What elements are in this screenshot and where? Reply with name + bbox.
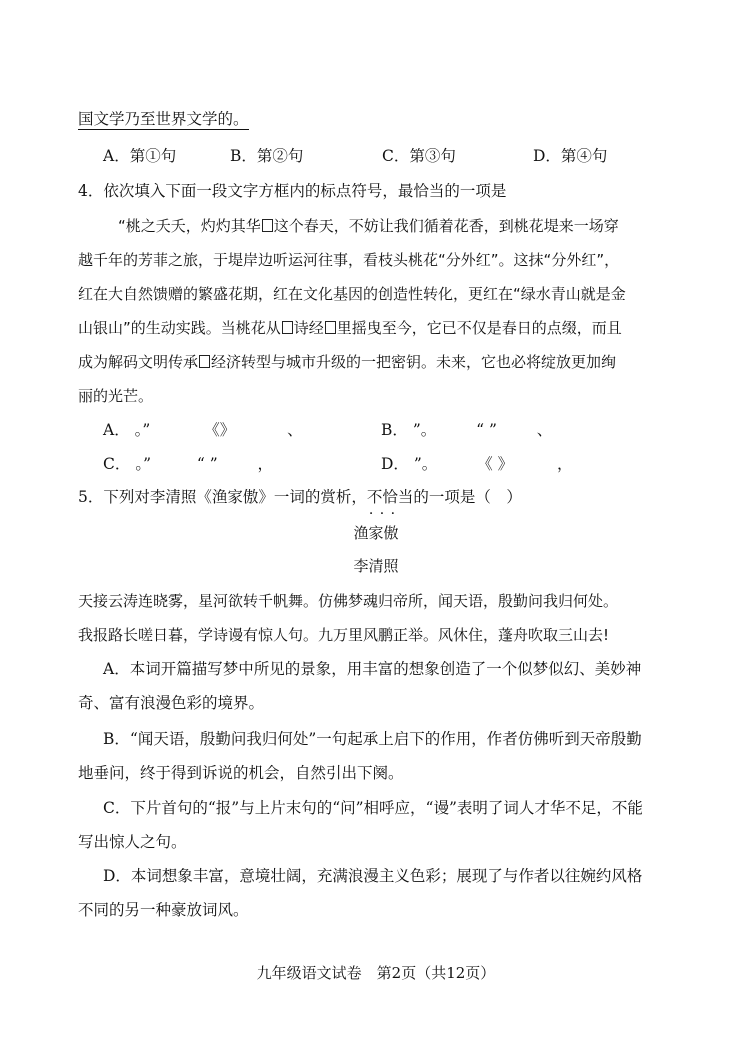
q4-passage-line-3: 红在大自然馈赠的繁盛花期，红在文化基因的创造性转化，更红在“绿水青山就是金 bbox=[78, 285, 626, 303]
poem-line-1: 天接云涛连晓雾，星河欲转千帆舞。仿佛梦魂归帝所，闻天语，殷勤问我归何处。 bbox=[78, 592, 619, 610]
q4-passage-line-2: 越千年的芳菲之旅，于堤岸边听运河往事，看枝头桃花“分外红”。这抹“分外红”， bbox=[78, 251, 620, 269]
q4-passage-line-5: 成为解码文明传承 经济转型与城市升级的一把密钥。未来，它也必将绽放更加绚 bbox=[78, 353, 617, 371]
q5-option-a-line-1: A．本词开篇描写梦中所见的景象，用丰富的想象创造了一个似梦似幻、美妙神 bbox=[103, 660, 642, 678]
blank-box-3 bbox=[199, 355, 210, 368]
blank-box-2a bbox=[282, 321, 293, 334]
q5-option-c-line-1: C．下片首句的“报”与上片末句的“问”相呼应，“谩”表明了词人才华不足，不能 bbox=[103, 799, 643, 817]
q4-option-c: C． 。” “ ” ， bbox=[103, 455, 274, 473]
q5-option-a-line-2: 奇、富有浪漫色彩的境界。 bbox=[78, 694, 265, 712]
emphasis-dots: 不恰当 · · · bbox=[367, 488, 414, 506]
q5-option-d-line-1: D．本词想象丰富，意境壮阔，充满浪漫主义色彩；展现了与作者以往婉约风格 bbox=[103, 867, 643, 885]
poem-line-2: 我报路长嗟日暮，学诗谩有惊人句。九万里风鹏正举。风休住，蓬舟吹取三山去! bbox=[78, 626, 610, 644]
q5-stem: 5．下列对李清照《渔家傲》一词的赏析，不恰当 · · ·的一项是（ ） bbox=[78, 486, 522, 508]
poem-author: 李清照 bbox=[353, 557, 399, 575]
q5-option-b-line-2: 地垂问，终于得到诉说的机会，自然引出下阕。 bbox=[78, 764, 404, 782]
q3-option-b: B．第②句 bbox=[230, 147, 304, 165]
q4-option-d: D． ”。 《 》 ， bbox=[381, 455, 573, 473]
blank-box-1 bbox=[262, 219, 273, 232]
poem-title: 渔家傲 bbox=[353, 524, 399, 542]
q3-option-a: A．第①句 bbox=[103, 147, 177, 165]
previous-passage-end: 国文学乃至世界文学的。 bbox=[78, 110, 249, 128]
q4-stem: 4．依次填入下面一段文字方框内的标点符号，最恰当的一项是 bbox=[78, 182, 507, 200]
q5-option-b-line-1: B．“闻天语，殷勤问我归何处”一句起承上启下的作用，作者仿佛听到天帝殷勤 bbox=[103, 730, 642, 748]
q5-option-d-line-2: 不同的另一种豪放词风。 bbox=[78, 901, 249, 919]
q4-passage-line-6: 丽的光芒。 bbox=[78, 387, 154, 405]
q4-option-b: B． ”。 “ ” 、 bbox=[381, 421, 553, 439]
q4-passage-line-4: 山银山”的生动实践。当桃花从 诗经 里摇曳至今，它已不仅是春日的点缀，而且 bbox=[78, 319, 622, 337]
q4-passage-line-1: “桃之夭夭，灼灼其华 这个春天，不妨让我们循着花香，到桃花堤来一场穿 bbox=[118, 217, 619, 235]
blank-box-2b bbox=[325, 321, 336, 334]
page-footer: 九年级语文试卷 第2页（共12页） bbox=[256, 964, 496, 982]
q3-option-d: D．第④句 bbox=[533, 147, 608, 165]
q5-option-c-line-2: 写出惊人之句。 bbox=[78, 833, 187, 851]
q3-option-c: C．第③句 bbox=[382, 147, 456, 165]
q4-option-a: A． 。” 《》 、 bbox=[103, 421, 303, 439]
